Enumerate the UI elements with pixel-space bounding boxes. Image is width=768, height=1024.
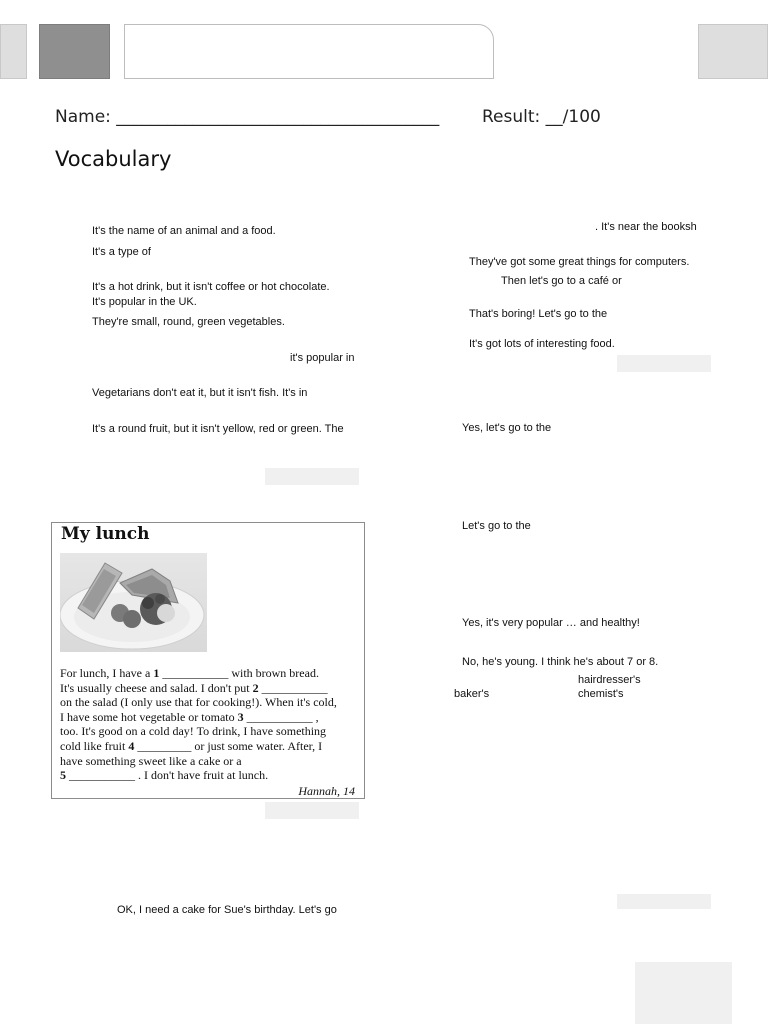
gap-1[interactable]: ___________ [159, 666, 232, 680]
score-placeholder [265, 802, 359, 819]
dialogue-item: Yes, let's go to the [462, 422, 552, 434]
gap-4[interactable]: _________ [134, 738, 195, 753]
lunch-line: too. It's good on a cold day! To drink, I have something [60, 724, 327, 739]
lunch-line: on the salad (I only use that for cooking!). When it's cold, [60, 695, 337, 710]
dialogue-item: No, he's young. I think he's about 7 or 8. [462, 656, 659, 668]
dialogue-item: They've got some great things for computers. [469, 256, 690, 268]
vocab-item: Vegetarians don't eat it, but it isn't fish. It's in [92, 387, 308, 399]
lunch-text [60, 666, 360, 783]
signature: Hannah, 14 [298, 784, 355, 798]
name-field[interactable]: Name: ______________________________________ [55, 107, 440, 127]
score-placeholder [265, 468, 359, 485]
dialogue-item: That's boring! Let's go to the [469, 308, 608, 320]
unit-title-box [124, 24, 494, 79]
vocab-item: It's the name of an animal and a food. [92, 225, 276, 237]
lunch-line: For lunch, I have a 1 ___________ with brown bread. [60, 666, 319, 680]
gap-3[interactable]: ___________ [243, 709, 316, 724]
dialogue-item: Then let's go to a café or [501, 275, 622, 287]
footer-block [635, 962, 732, 1024]
score-placeholder [617, 894, 711, 909]
lunch-title: My lunch [61, 524, 150, 544]
word-option: baker's [454, 688, 490, 700]
result-field: Result: __/100 [482, 107, 601, 127]
dialogue-item: Yes, it's very popular … and healthy! [462, 617, 640, 629]
dialogue-item: Let's go to the [462, 520, 531, 532]
gap-2[interactable]: ___________ [258, 680, 328, 695]
sandwich-plate-image [60, 553, 207, 652]
dialogue-item: . It's near the booksh [595, 221, 697, 233]
vocab-item: it's popular in [290, 352, 355, 364]
lunch-line: have something sweet like a cake or a [60, 753, 242, 768]
word-option: hairdresser's [578, 674, 641, 686]
vocab-item: It's a round fruit, but it isn't yellow, red or green. The [92, 423, 344, 435]
lunch-line: 5 ___________ . I don't have fruit at lunch. [60, 768, 269, 783]
vocab-item: It's popular in the UK. [92, 296, 197, 308]
bottom-item: OK, I need a cake for Sue's birthday. Let's go [117, 904, 337, 916]
left-tab-block [0, 24, 27, 79]
gap-5[interactable]: ___________ [66, 768, 138, 783]
unit-number-block [39, 24, 110, 79]
right-tab-block [698, 24, 768, 79]
lunch-photo [60, 553, 207, 652]
vocab-item: It's a hot drink, but it isn't coffee or hot chocolate. [92, 281, 330, 293]
score-placeholder [617, 355, 711, 372]
lunch-line: I have some hot vegetable or tomato 3 ___________ , [60, 709, 319, 724]
vocab-item: They're small, round, green vegetables. [92, 316, 285, 328]
lunch-line: cold like fruit 4 _________ or just some water. After, I [60, 738, 323, 753]
dialogue-item: It's got lots of interesting food. [469, 338, 615, 350]
my-lunch-box [51, 522, 365, 799]
lunch-line: It's usually cheese and salad. I don't put 2 ___________ [60, 680, 328, 695]
section-title: Vocabulary [55, 147, 172, 171]
vocab-item: It's a type of [92, 246, 151, 258]
word-option: chemist's [578, 688, 624, 700]
